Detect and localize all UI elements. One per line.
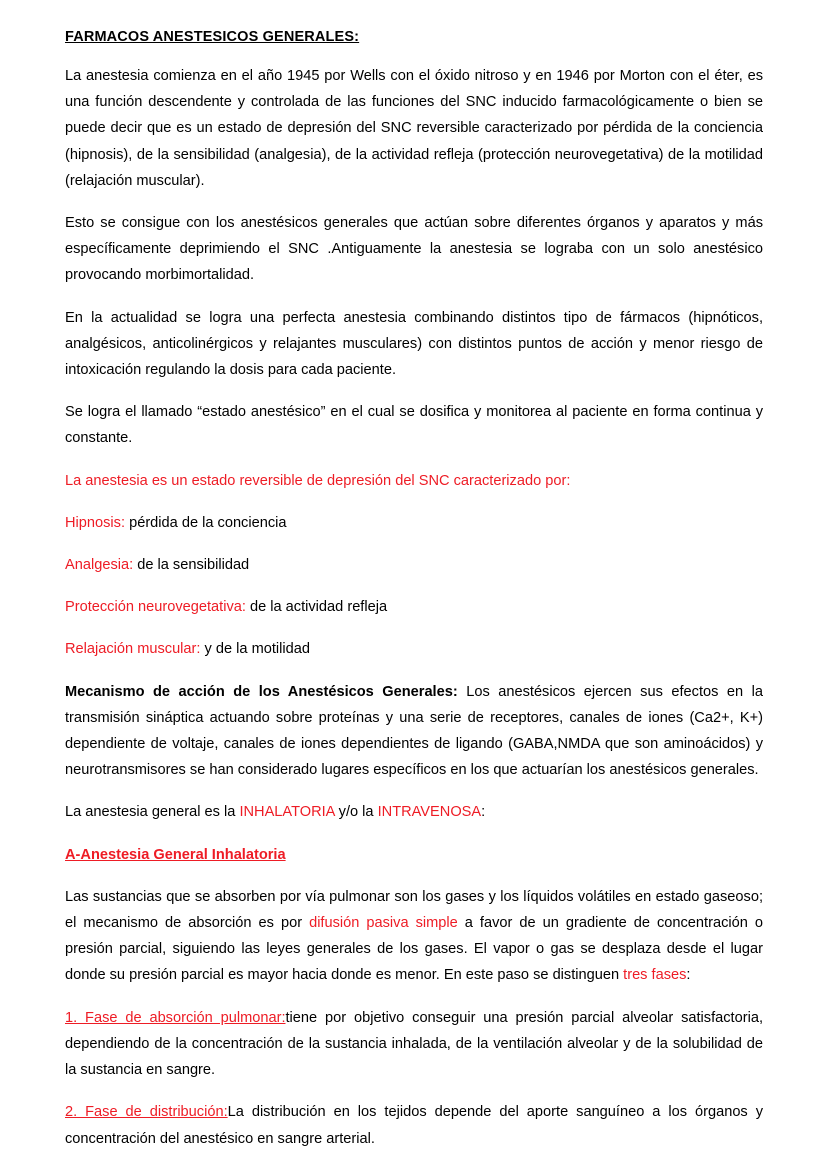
- paragraph-intro-history: La anestesia comienza en el año 1945 por Wells con el óxido nitroso y en 1946 por Morton con el éter, es una función descendente y controlada de las funciones del SNC inducido farmacológicamente o bien se puede decir que es un estado de depresión del SNC reversible caracterizado por pérdida de la conciencia (hipnosis), de la sensibilidad (analgesia), de la actividad refleja (protección neurovegetativa) de la motilidad (relajación muscular).: [65, 68, 763, 189]
- general-anesthesia-types: [65, 799, 763, 825]
- definition-item-relajacion-muscular: [65, 636, 763, 662]
- definition-item-analgesia: [65, 552, 763, 578]
- inhalatory-part2: a favor de un gradiente de concentración o presión parcial, siguiendo las leyes generales de los gases. El vapor o gas se desplaza desde el lugar donde su presión parcial es mayor hacia donde es menor. En este paso se distinguen: [65, 915, 763, 984]
- document-content: [65, 27, 763, 1168]
- mechanism-body: Los anestésicos ejercen sus efectos en la transmisión sináptica actuando sobre proteínas y una serie de receptores, canales de iones (Ca2+, K+) dependiente de voltaje, canales de iones dependientes de ligando (GABA,NMDA que son aminoácidos) y neurotransmisores se han considerado lugares específicos en los que actuarían los anestésicos generales.: [65, 683, 763, 779]
- paragraph-anesthetic-state: Se logra el llamado “estado anestésico” en el cual se dosifica y monitorea al paciente en forma continua y constante.: [65, 404, 763, 447]
- mechanism-lead-in: Mecanismo de acción de los Anestésicos Generales:: [65, 683, 458, 700]
- phase-item-absorcion-pulmonar: [65, 1005, 763, 1084]
- phase-body: tiene por objetivo conseguir una presión parcial alveolar satisfactoria, dependiendo de la concentración de la sustancia inhalada, de la ventilación alveolar y de la solubilidad de la sustancia en sangre.: [65, 1009, 763, 1079]
- definition-label: Analgesia:: [65, 557, 134, 574]
- definition-description: pérdida de la conciencia: [125, 514, 287, 531]
- paragraph-general-anesthetics: Esto se consigue con los anestésicos generales que actúan sobre diferentes órganos y aparatos y más específicamente deprimiendo el SNC .Antiguamente la anestesia se lograba con un solo anestésico provocando morbimortalidad.: [65, 215, 763, 284]
- paragraph-current-practice: En la actualidad se logra una perfecta anestesia combinando distintos tipo de fármacos (hipnóticos, analgésicos, anticolinérgicos y relajantes musculares) con distintos puntos de acción y menor riesgo de intoxicación regulando la dosis para cada paciente.: [65, 309, 763, 379]
- definition-description: y de la motilidad: [200, 641, 310, 658]
- definition-item-hipnosis: [65, 510, 763, 536]
- reversible-state-intro: La anestesia es un estado reversible de depresión del SNC caracterizado por:: [65, 472, 571, 489]
- phase-body: La distribución en los tejidos depende del aporte sanguíneo a los órganos y concentración del anestésico en sangre arterial.: [65, 1104, 763, 1147]
- types-prefix: La anestesia general es la: [65, 804, 240, 821]
- page-title: FARMACOS ANESTESICOS GENERALES:: [65, 29, 360, 45]
- definition-item-proteccion-neurovegetativa: [65, 594, 763, 620]
- phase-item-distribucion: [65, 1099, 763, 1151]
- types-suffix: :: [481, 804, 486, 821]
- definition-label: Relajación muscular:: [65, 641, 201, 658]
- paragraph-mechanism-of-action: [65, 679, 763, 784]
- highlight-tres-fases: tres fases: [623, 967, 687, 984]
- types-middle: y/o la: [334, 804, 378, 821]
- type-inhalatoria: INHALATORIA: [239, 804, 335, 821]
- section-heading-anestesia-general-inhalatoria: A-Anestesia General Inhalatoria: [65, 846, 286, 863]
- definition-label: Hipnosis:: [65, 514, 126, 531]
- phase-label: 1. Fase de absorción pulmonar:: [65, 1009, 286, 1026]
- definition-description: de la sensibilidad: [133, 557, 250, 574]
- inhalatory-part3: :: [686, 967, 691, 984]
- definition-label: Protección neurovegetativa:: [65, 599, 246, 616]
- inhalatory-part1: Las sustancias que se absorben por vía pulmonar son los gases y los líquidos volátiles en estado gaseoso; el mecanismo de absorción es por: [65, 888, 763, 932]
- highlight-difusion-pasiva-simple: difusión pasiva simple: [309, 915, 458, 932]
- type-intravenosa: INTRAVENOSA: [377, 804, 482, 821]
- paragraph-inhalatory-absorption: [65, 884, 763, 989]
- definition-description: de la actividad refleja: [245, 599, 388, 616]
- phase-label: 2. Fase de distribución:: [65, 1104, 228, 1121]
